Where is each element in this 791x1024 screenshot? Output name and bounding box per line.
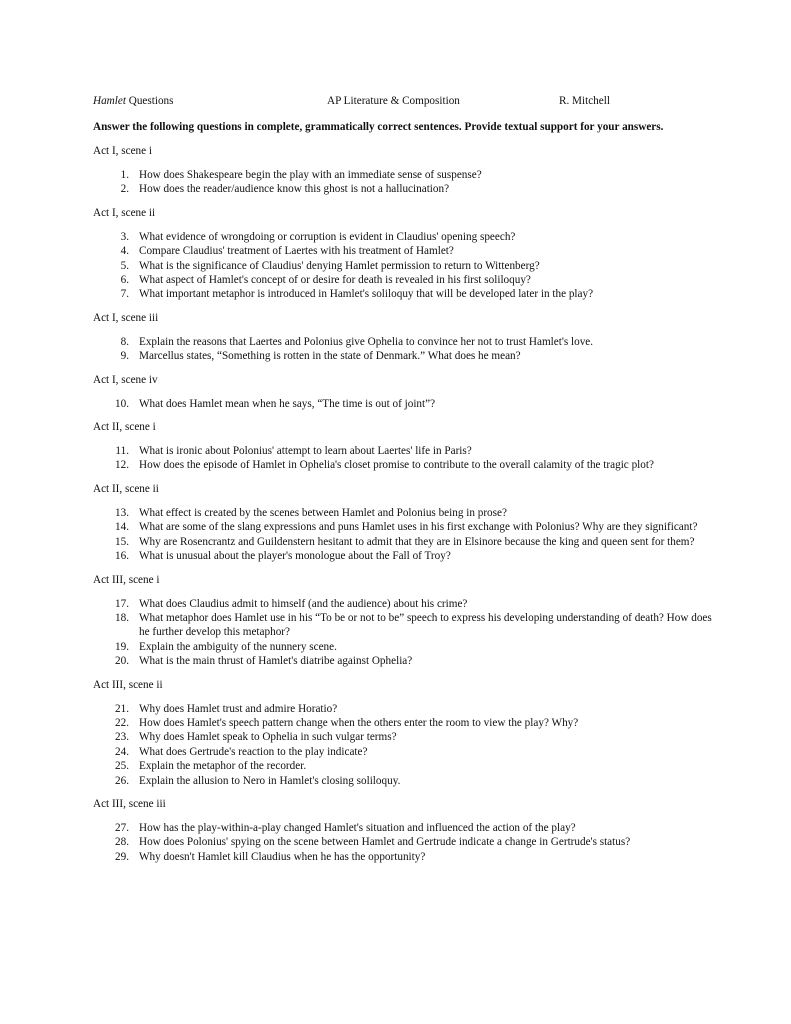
question-list: [93, 397, 713, 411]
header-title-rest: Questions: [125, 95, 174, 107]
question-number: 18.: [115, 611, 129, 624]
question-item: [93, 654, 713, 668]
question-text: What evidence of wrongdoing or corruption is evident in Claudius' opening speech?: [139, 230, 516, 243]
question-text: What does Hamlet mean when he says, “The time is out of joint”?: [139, 397, 436, 410]
question-item: [93, 335, 713, 349]
question-item: [93, 730, 713, 744]
question-text: What is ironic about Polonius' attempt to learn about Laertes' life in Paris?: [139, 445, 472, 458]
question-text: Compare Claudius' treatment of Laertes with his treatment of Hamlet?: [139, 245, 454, 258]
section-title: Act II, scene i: [93, 421, 156, 434]
question-text: What metaphor does Hamlet use in his “To be or not to be” speech to express his developing understanding of death? How does he further develop this metaphor?: [139, 611, 712, 639]
question-item: [93, 611, 713, 640]
question-text: What is the significance of Claudius' denying Hamlet permission to return to Wittenberg?: [139, 259, 540, 272]
question-text: What does Claudius admit to himself (and the audience) about his crime?: [139, 597, 468, 610]
question-item: [93, 259, 713, 273]
question-item: [93, 702, 713, 716]
question-number: 19.: [115, 640, 129, 653]
question-number: 11.: [115, 445, 129, 458]
section-title: Act III, scene i: [93, 573, 160, 586]
section-title: Act III, scene ii: [93, 678, 163, 691]
question-text: How does Shakespeare begin the play with an immediate sense of suspense?: [139, 169, 482, 181]
question-text: Marcellus states, “Something is rotten in the state of Denmark.” What does he mean?: [139, 350, 521, 363]
question-list: [93, 335, 713, 364]
section-title: Act III, scene iii: [93, 797, 166, 810]
section-title: Act II, scene ii: [93, 482, 159, 495]
question-number: 1.: [120, 169, 129, 181]
question-text: What does Gertrude's reaction to the play indicate?: [139, 745, 368, 758]
question-number: 6.: [120, 274, 129, 287]
question-item: [93, 182, 713, 196]
question-number: 8.: [120, 335, 129, 348]
question-text: What important metaphor is introduced in Hamlet's soliloquy that will be developed later in the play?: [139, 288, 594, 301]
question-item: [93, 273, 713, 287]
question-number: 16.: [115, 550, 129, 563]
section-title: Act I, scene i: [93, 145, 153, 157]
question-text: Explain the reasons that Laertes and Polonius give Ophelia to convince her not to trust Hamlet's love.: [139, 335, 594, 348]
question-text: How does Polonius' spying on the scene between Hamlet and Gertrude indicate a change in Gertrude's status?: [139, 836, 631, 849]
header-title-italic: Hamlet: [93, 95, 126, 107]
question-item: [93, 597, 713, 611]
question-text: What aspect of Hamlet's concept of or desire for death is revealed in his first soliloquy?: [139, 274, 531, 287]
question-list: [93, 444, 713, 473]
question-number: 10.: [115, 397, 129, 410]
question-number: 21.: [115, 702, 129, 715]
question-list: [93, 597, 713, 669]
header-author: R. Mitchell: [559, 95, 610, 107]
question-list: [93, 821, 713, 864]
question-sections: [93, 144, 713, 873]
question-text: How does the reader/audience know this ghost is not a hallucination?: [139, 183, 450, 196]
question-item: [93, 549, 713, 563]
question-text: Why are Rosencrantz and Guildenstern hesitant to admit that they are in Elsinore because the king and queen sent for them?: [139, 535, 695, 548]
question-item: [93, 168, 713, 182]
question-number: 27.: [115, 821, 129, 834]
question-text: What is the main thrust of Hamlet's diatribe against Ophelia?: [139, 655, 413, 668]
question-item: [93, 444, 713, 458]
question-number: 3.: [120, 230, 129, 243]
question-list: [93, 702, 713, 788]
question-item: [93, 349, 713, 363]
question-text: What effect is created by the scenes between Hamlet and Polonius being in prose?: [139, 506, 507, 519]
question-number: 26.: [115, 774, 129, 787]
question-item: [93, 759, 713, 773]
question-number: 17.: [115, 597, 129, 610]
question-number: 13.: [115, 506, 129, 519]
question-item: [93, 506, 713, 520]
question-item: [93, 640, 713, 654]
page-header: [0, 94, 791, 110]
question-number: 9.: [120, 350, 129, 363]
question-number: 7.: [120, 288, 129, 301]
question-number: 28.: [115, 836, 129, 849]
question-item: [93, 458, 713, 472]
question-item: [93, 835, 713, 849]
question-item: [93, 244, 713, 258]
question-text: What are some of the slang expressions and puns Hamlet uses in his first exchange with Polonius? Why are they significant?: [139, 521, 698, 534]
question-number: 2.: [120, 183, 129, 196]
header-course: AP Literature & Composition: [327, 95, 460, 107]
section-title: Act I, scene ii: [93, 206, 156, 219]
question-text: How does Hamlet's speech pattern change when the others enter the room to view the play? Why?: [139, 716, 579, 729]
question-text: How does the episode of Hamlet in Ophelia's closet promise to contribute to the overall calamity of the tragic plot?: [139, 459, 654, 472]
question-item: [93, 520, 713, 534]
question-item: [93, 397, 713, 411]
question-text: Explain the allusion to Nero in Hamlet's closing soliloquy.: [139, 774, 401, 787]
section-title: Act I, scene iv: [93, 373, 158, 386]
question-item: [93, 535, 713, 549]
question-text: Explain the ambiguity of the nunnery scene.: [139, 640, 337, 653]
question-text: How has the play-within-a-play changed Hamlet's situation and influenced the action of the play?: [139, 821, 576, 834]
question-number: 12.: [115, 459, 129, 472]
question-number: 4.: [120, 245, 129, 258]
instructions: Answer the following questions in complete, grammatically correct sentences. Provide textual support for your answers.: [93, 121, 664, 133]
question-list: [93, 230, 713, 302]
question-number: 22.: [115, 716, 129, 729]
question-number: 14.: [115, 521, 129, 534]
question-text: Why doesn't Hamlet kill Claudius when he has the opportunity?: [139, 850, 426, 863]
question-item: [93, 850, 713, 864]
question-item: [93, 287, 713, 301]
question-number: 5.: [120, 259, 129, 272]
question-number: 25.: [115, 760, 129, 773]
question-number: 20.: [115, 655, 129, 668]
header-title: [93, 94, 173, 108]
question-list: [93, 168, 713, 197]
question-item: [93, 745, 713, 759]
question-number: 24.: [115, 745, 129, 758]
question-number: 23.: [115, 731, 129, 744]
question-item: [93, 230, 713, 244]
question-list: [93, 506, 713, 564]
question-number: 29.: [115, 850, 129, 863]
question-text: Why does Hamlet speak to Ophelia in such vulgar terms?: [139, 731, 397, 744]
question-text: What is unusual about the player's monologue about the Fall of Troy?: [139, 550, 451, 563]
section-title: Act I, scene iii: [93, 311, 159, 324]
question-text: Explain the metaphor of the recorder.: [139, 760, 307, 773]
question-number: 15.: [115, 535, 129, 548]
question-item: [93, 716, 713, 730]
question-item: [93, 774, 713, 788]
question-text: Why does Hamlet trust and admire Horatio?: [139, 702, 338, 715]
question-item: [93, 821, 713, 835]
